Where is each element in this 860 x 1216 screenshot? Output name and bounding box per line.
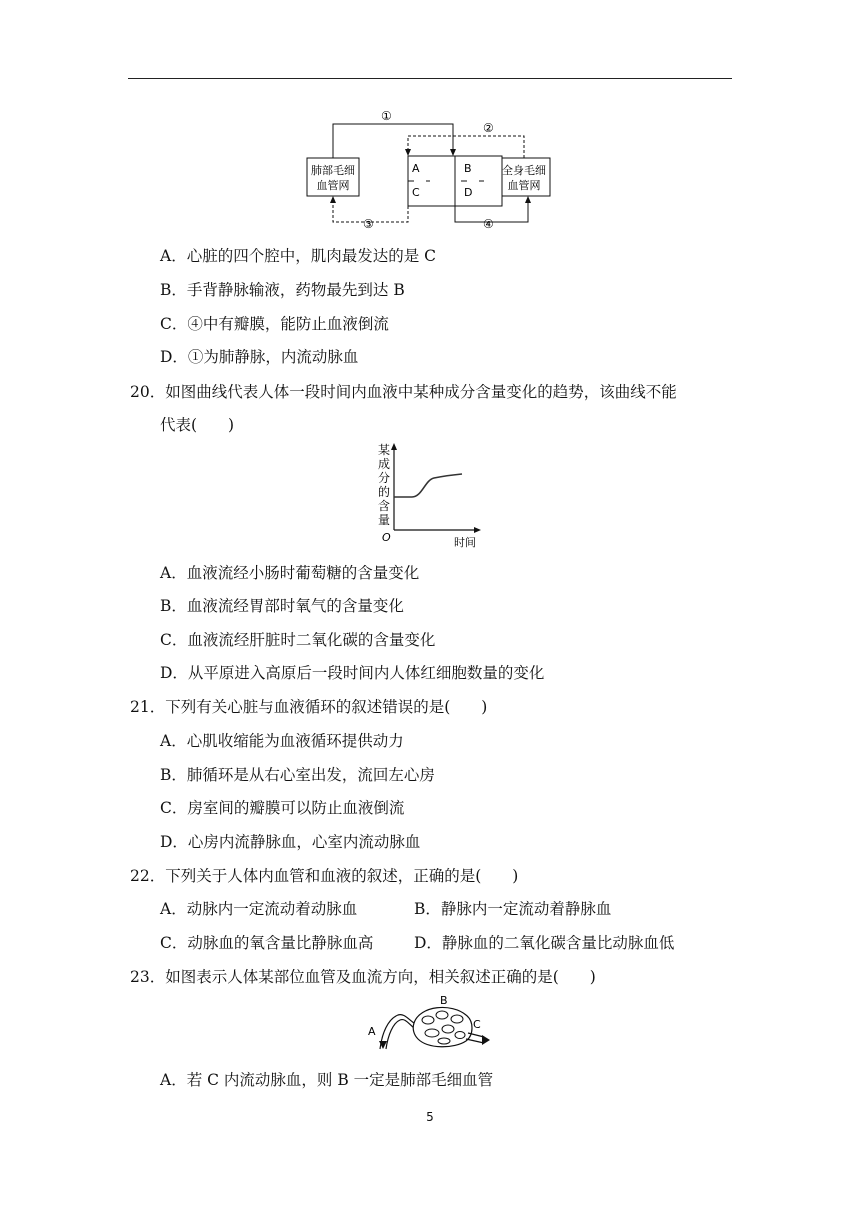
label-c: C xyxy=(473,1018,481,1031)
y-label-char-1: 某 xyxy=(378,443,391,457)
x-axis-label: 时间 xyxy=(454,536,476,549)
lung-capillary-label-2: 血管网 xyxy=(316,179,350,192)
body-capillary-label-2: 血管网 xyxy=(507,179,541,192)
y-label-char-2: 成 xyxy=(378,457,391,471)
q22-option-d: D．静脉血的二氧化碳含量比动脉血低 xyxy=(414,934,675,952)
q23-option-a: A．若 C 内流动脉血，则 B 一定是肺部毛细血管 xyxy=(160,1071,494,1089)
path-3-label: ③ xyxy=(363,217,374,231)
path-1-label: ① xyxy=(381,109,392,123)
path-2-label: ② xyxy=(483,121,494,135)
body-capillary-label-1: 全身毛细 xyxy=(502,164,546,177)
q20-stem-line-2: 代表( ) xyxy=(160,416,235,434)
y-label-char-4: 的 xyxy=(378,485,391,499)
content-curve-graph xyxy=(362,440,492,552)
label-a: A xyxy=(368,1025,376,1038)
y-label-char-5: 含 xyxy=(378,499,391,513)
lung-capillary-label-1: 肺部毛细 xyxy=(311,164,355,177)
chamber-a: A xyxy=(412,162,420,175)
q21-option-b: B．肺循环是从右心室出发，流回左心房 xyxy=(160,766,435,784)
q23-stem: 23．如图表示人体某部位血管及血流方向，相关叙述正确的是( ) xyxy=(130,968,596,986)
q21-option-c: C．房室间的瓣膜可以防止血液倒流 xyxy=(160,799,405,817)
q22-option-b: B．静脉内一定流动着静脉血 xyxy=(414,900,612,918)
origin-label: O xyxy=(382,531,391,544)
header-rule xyxy=(128,78,732,79)
q22-option-c: C．动脉血的氧含量比静脉血高 xyxy=(160,934,374,952)
q19-option-b: B．手背静脉输液，药物最先到达 B xyxy=(160,281,405,299)
label-b: B xyxy=(440,994,448,1007)
page-number: 5 xyxy=(426,1110,434,1124)
y-label-char-6: 量 xyxy=(378,513,391,527)
q19-option-d: D．①为肺静脉，内流动脉血 xyxy=(160,348,359,366)
q20-option-d: D．从平原进入高原后一段时间内人体红细胞数量的变化 xyxy=(160,664,545,682)
path-4-label: ④ xyxy=(483,217,494,231)
q19-option-c: C．④中有瓣膜，能防止血液倒流 xyxy=(160,315,389,333)
circulation-diagram xyxy=(300,104,546,234)
q21-option-d: D．心房内流静脉血，心室内流动脉血 xyxy=(160,833,421,851)
y-label-char-3: 分 xyxy=(378,471,391,485)
q22-option-a: A．动脉内一定流动着动脉血 xyxy=(160,900,358,918)
q21-stem: 21．下列有关心脏与血液循环的叙述错误的是( ) xyxy=(130,698,488,716)
chamber-d: D xyxy=(464,186,473,199)
q19-option-a: A．心脏的四个腔中，肌肉最发达的是 C xyxy=(160,247,436,265)
capillary-network-figure xyxy=(362,993,502,1057)
chamber-c: C xyxy=(412,186,420,199)
q20-option-a: A．血液流经小肠时葡萄糖的含量变化 xyxy=(160,564,420,582)
q20-stem-line-1: 20．如图曲线代表人体一段时间内血液中某种成分含量变化的趋势，该曲线不能 xyxy=(130,383,677,401)
q20-option-b: B．血液流经胃部时氧气的含量变化 xyxy=(160,597,404,615)
q20-option-c: C．血液流经肝脏时二氧化碳的含量变化 xyxy=(160,631,436,649)
q21-option-a: A．心肌收缩能为血液循环提供动力 xyxy=(160,732,404,750)
chamber-b: B xyxy=(464,162,472,175)
q22-stem: 22．下列关于人体内血管和血液的叙述，正确的是( ) xyxy=(130,867,519,885)
